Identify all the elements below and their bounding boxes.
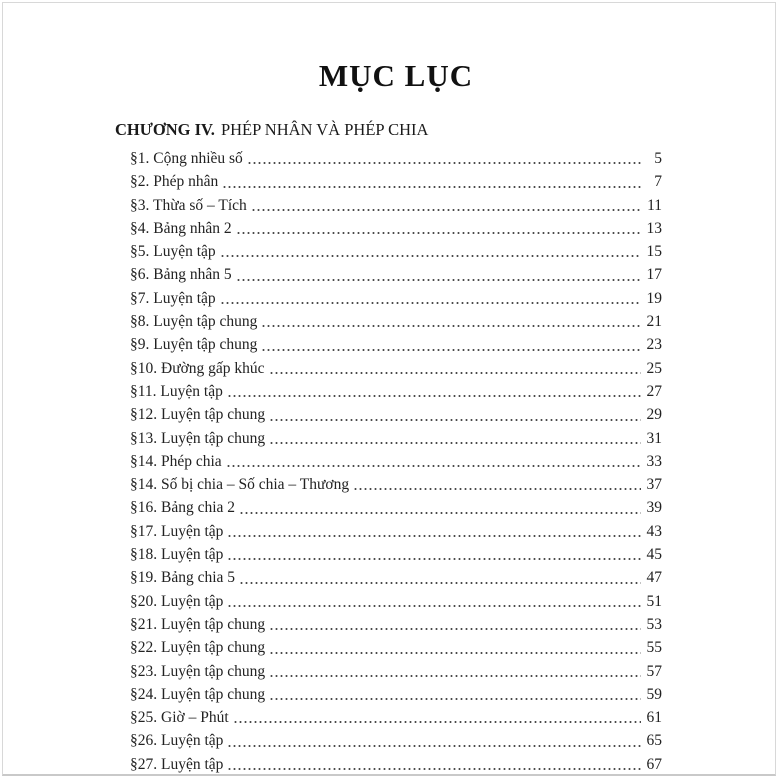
- dot-leader: [261, 310, 641, 333]
- toc-entry-page: 65: [646, 732, 662, 750]
- toc-entry-page: 19: [646, 289, 662, 307]
- toc-entry: [130, 729, 662, 752]
- page-title: MỤC LỤC: [318, 58, 474, 93]
- toc-entry-label: §10. Đường gấp khúc: [130, 359, 265, 377]
- dot-leader: [220, 240, 641, 263]
- toc-entry: [130, 566, 662, 589]
- toc-entry-label: §25. Giờ – Phút: [130, 709, 229, 727]
- dot-leader: [269, 427, 641, 450]
- toc-entry-label: §8. Luyện tập chung: [130, 313, 258, 331]
- toc-entry-page: 5: [654, 150, 662, 167]
- toc-entry-page: 17: [646, 266, 662, 284]
- toc-entry-label: §20. Luyện tập: [130, 592, 224, 610]
- toc-entry-label: §24. Luyện tập chung: [130, 685, 266, 703]
- dot-leader: [353, 473, 641, 496]
- toc-entry: [130, 217, 662, 240]
- dot-leader: [227, 520, 641, 543]
- dot-leader: [226, 450, 641, 473]
- toc-entry-page: 37: [646, 476, 662, 494]
- toc-entry: [130, 263, 662, 286]
- toc-entry-label: §16. Bảng chia 2: [130, 499, 236, 517]
- dot-leader: [227, 590, 641, 613]
- toc-entry-page: 27: [646, 382, 662, 400]
- dot-leader: [251, 194, 641, 217]
- toc-entry: [130, 590, 662, 613]
- toc-entry-label: §14. Số bị chia – Số chia – Thương: [130, 476, 350, 494]
- toc-entry-label: §19. Bảng chia 5: [130, 569, 236, 587]
- toc-entry-page: 13: [646, 219, 662, 237]
- toc-entry: [130, 357, 662, 380]
- chapter-title: PHÉP NHÂN VÀ PHÉP CHIA: [220, 120, 429, 139]
- toc-entry: [130, 753, 662, 776]
- dot-leader: [239, 566, 641, 589]
- dot-leader: [239, 496, 641, 519]
- toc-entry-page: 23: [646, 336, 662, 354]
- toc-entry-page: 55: [646, 639, 662, 657]
- toc-entry-page: 61: [646, 709, 662, 727]
- dot-leader: [269, 636, 641, 659]
- toc-entry-label: §5. Luyện tập: [130, 243, 216, 261]
- toc-entry-label: §17. Luyện tập: [130, 522, 224, 540]
- dot-leader: [236, 217, 641, 240]
- dot-leader: [227, 753, 641, 776]
- toc-entry: [130, 147, 662, 170]
- toc-entry-page: 11: [647, 196, 662, 214]
- toc-entry-page: 45: [646, 546, 662, 564]
- chapter-heading: [115, 120, 662, 140]
- toc-entry: [130, 427, 662, 450]
- toc-entry: [130, 240, 662, 263]
- toc-entry: [130, 170, 662, 193]
- toc-entry-label: §13. Luyện tập chung: [130, 429, 266, 447]
- toc-entry: [130, 613, 662, 636]
- toc-entry-page: 43: [646, 522, 662, 540]
- toc-entry-page: 25: [646, 359, 662, 377]
- toc-entry: [130, 403, 662, 426]
- toc-entry-page: 31: [646, 429, 662, 447]
- dot-leader: [227, 729, 641, 752]
- toc-entry: [130, 683, 662, 706]
- toc-entry: [130, 287, 662, 310]
- toc-entry-page: 7: [654, 173, 662, 191]
- toc-entry-label: §21. Luyện tập chung: [130, 615, 266, 633]
- toc-entry-page: 67: [646, 755, 662, 773]
- dot-leader: [220, 287, 641, 310]
- toc-entry: [130, 450, 662, 473]
- toc-entry: [130, 473, 662, 496]
- toc-entry-page: 33: [646, 452, 662, 470]
- toc-entry-label: §4. Bảng nhân 2: [130, 219, 232, 237]
- toc-entry-label: §7. Luyện tập: [130, 289, 216, 307]
- toc-entry-label: §6. Bảng nhân 5: [130, 266, 232, 284]
- toc-entry-page: 47: [646, 569, 662, 587]
- toc-entry-page: 51: [646, 592, 662, 610]
- toc-entry-page: 39: [646, 499, 662, 517]
- toc-entry-label: §14. Phép chia: [130, 452, 222, 470]
- toc-entry-page: 59: [646, 685, 662, 703]
- dot-leader: [261, 333, 641, 356]
- toc-entry-label: §22. Luyện tập chung: [130, 639, 266, 657]
- toc-entry: [130, 310, 662, 333]
- dot-leader: [233, 706, 641, 729]
- toc-entry: [130, 636, 662, 659]
- toc-entry: [130, 520, 662, 543]
- dot-leader: [227, 380, 641, 403]
- dot-leader: [247, 147, 641, 170]
- toc-entry-label: §2. Phép nhân: [130, 173, 219, 191]
- dot-leader: [269, 403, 641, 426]
- toc-entry: [130, 496, 662, 519]
- toc-entry-page: 57: [646, 662, 662, 680]
- toc-entry-label: §12. Luyện tập chung: [130, 406, 266, 424]
- dot-leader: [269, 660, 641, 683]
- toc-entry-page: 29: [646, 406, 662, 424]
- toc-entry: [130, 194, 662, 217]
- dot-leader: [222, 170, 641, 193]
- toc-entry: [130, 706, 662, 729]
- toc-entry-label: §26. Luyện tập: [130, 732, 224, 750]
- toc-entry-label: §1. Cộng nhiều số: [130, 150, 243, 167]
- toc-entry-label: §18. Luyện tập: [130, 546, 224, 564]
- toc-entry: [130, 333, 662, 356]
- toc-entry: [130, 660, 662, 683]
- toc-entry-label: §3. Thừa số – Tích: [130, 196, 247, 214]
- dot-leader: [269, 613, 641, 636]
- toc-entry-page: 53: [646, 615, 662, 633]
- toc-entry-label: §11. Luyện tập: [130, 382, 223, 400]
- dot-leader: [227, 543, 641, 566]
- dot-leader: [236, 263, 641, 286]
- toc-entry-page: 15: [646, 243, 662, 261]
- toc-entry-label: §23. Luyện tập chung: [130, 662, 266, 680]
- toc-entry: [130, 380, 662, 403]
- chapter-number: CHƯƠNG IV.: [115, 120, 215, 139]
- toc-list: [130, 147, 662, 776]
- toc-entry-page: 21: [646, 313, 662, 331]
- toc-entry: [130, 543, 662, 566]
- dot-leader: [269, 357, 641, 380]
- toc-entry-label: §9. Luyện tập chung: [130, 336, 258, 354]
- dot-leader: [269, 683, 641, 706]
- toc-entry-label: §27. Luyện tập: [130, 755, 224, 773]
